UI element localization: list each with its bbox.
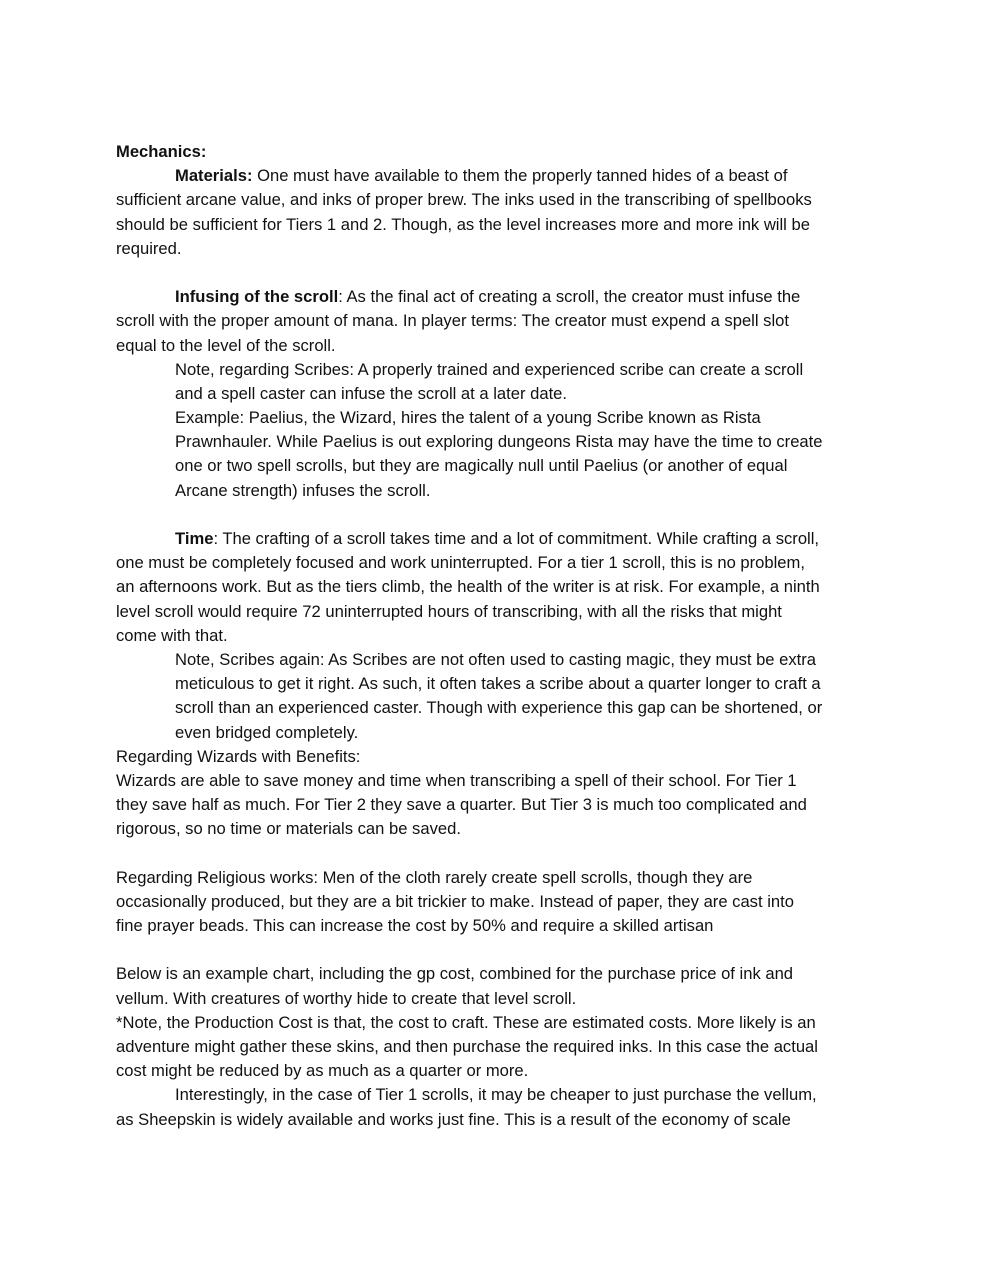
- paelius-example: Example: Paelius, the Wizard, hires the talent of a young Scribe known as Rista Prawnhauler. While Paelius is out exploring dungeons Rista may have the time to create one or two spell scrolls, but they are magically null until Paelius (or another of equal Arcane strength) infuses the scroll.: [175, 408, 823, 500]
- scribes-note: Note, regarding Scribes: A properly trained and experienced scribe can create a scroll and a spell caster can infuse the scroll at a later date.: [175, 359, 804, 403]
- document-page: [116, 140, 876, 1132]
- chart-intro-paragraph: Below is an example chart, including the gp cost, combined for the purchase price of ink and vellum. With creatures of worthy hide to create that level scroll. *Note, the Production Cost is that, the cost to craft. These are estimated costs. More likely is an adventure might gather these skins, and then purchase the required inks. In this case the actual cost might be reduced by as much as a quarter or more. Interestingly, in the case of Tier 1 scrolls, it may be cheaper to just purchase the vellum, as Sheepskin is widely available and works just fine. This is a result of the economy of scale: [116, 964, 818, 1129]
- wizards-paragraph: Regarding Wizards with Benefits: Wizards are able to save money and time when transcribing a spell of their school. For Tier 1 they save half as much. For Tier 2 they save a quarter. But Tier 3 is much too complicated and rigorous, so no time or materials can be saved.: [116, 746, 807, 839]
- materials-paragraph: Materials: One must have available to them the properly tanned hides of a beast of sufficient arcane value, and inks of proper brew. The inks used in the transcribing of spellbooks should be sufficient for Tiers 1 and 2. Though, as the level increases more and more ink will be required.: [116, 166, 812, 258]
- infusing-label: Infusing of the scroll: [175, 287, 339, 307]
- time-label: Time: [175, 529, 214, 548]
- mechanics-heading: Mechanics:: [116, 142, 207, 161]
- infusing-paragraph: Infusing of the scroll: As the final act of creating a scroll, the creator must infuse the scroll with the proper amount of mana. In player terms: The creator must expend a spell slot equal to the level of the scroll. Note, regarding Scribes: A properly trained and experienced scribe can create a scroll and a spell caster can infuse the scroll at a later date. Example: Paelius, the Wizard, hires the talent of a young Scribe known as Rista Prawnhauler. While Paelius is out exploring dungeons Rista may have the time to create one or two spell scrolls, but they are magically null until Paelius (or another of equal Arcane strength) infuses the scroll.: [116, 285, 876, 503]
- time-paragraph: Time: The crafting of a scroll takes time and a lot of commitment. While crafting a scroll, one must be completely focused and work uninterrupted. For a tier 1 scroll, this is no problem, an afternoons work. But as the tiers climb, the health of the writer is at risk. For example, a ninth level scroll would require 72 uninterrupted hours of transcribing, with all the risks that might come with that. Note, Scribes again: As Scribes are not often used to casting magic, they must be extra meticulous to get it right. As such, it often takes a scribe about a quarter longer to craft a scroll than an experienced caster. Though with experience this gap can be shortened, or even bridged completely.: [116, 527, 876, 745]
- religious-paragraph: Regarding Religious works: Men of the cloth rarely create spell scrolls, though they are occasionally produced, but they are a bit trickier to make. Instead of paper, they are cast into fine prayer beads. This can increase the cost by 50% and require a skilled artisan: [116, 867, 794, 935]
- scribes-again-note: Note, Scribes again: As Scribes are not often used to casting magic, they must be extra meticulous to get it right. As such, it often takes a scribe about a quarter longer to craft a scroll than an experienced caster. Though with experience this gap can be shortened, or even bridged completely.: [175, 649, 823, 742]
- materials-label: Materials:: [175, 166, 253, 186]
